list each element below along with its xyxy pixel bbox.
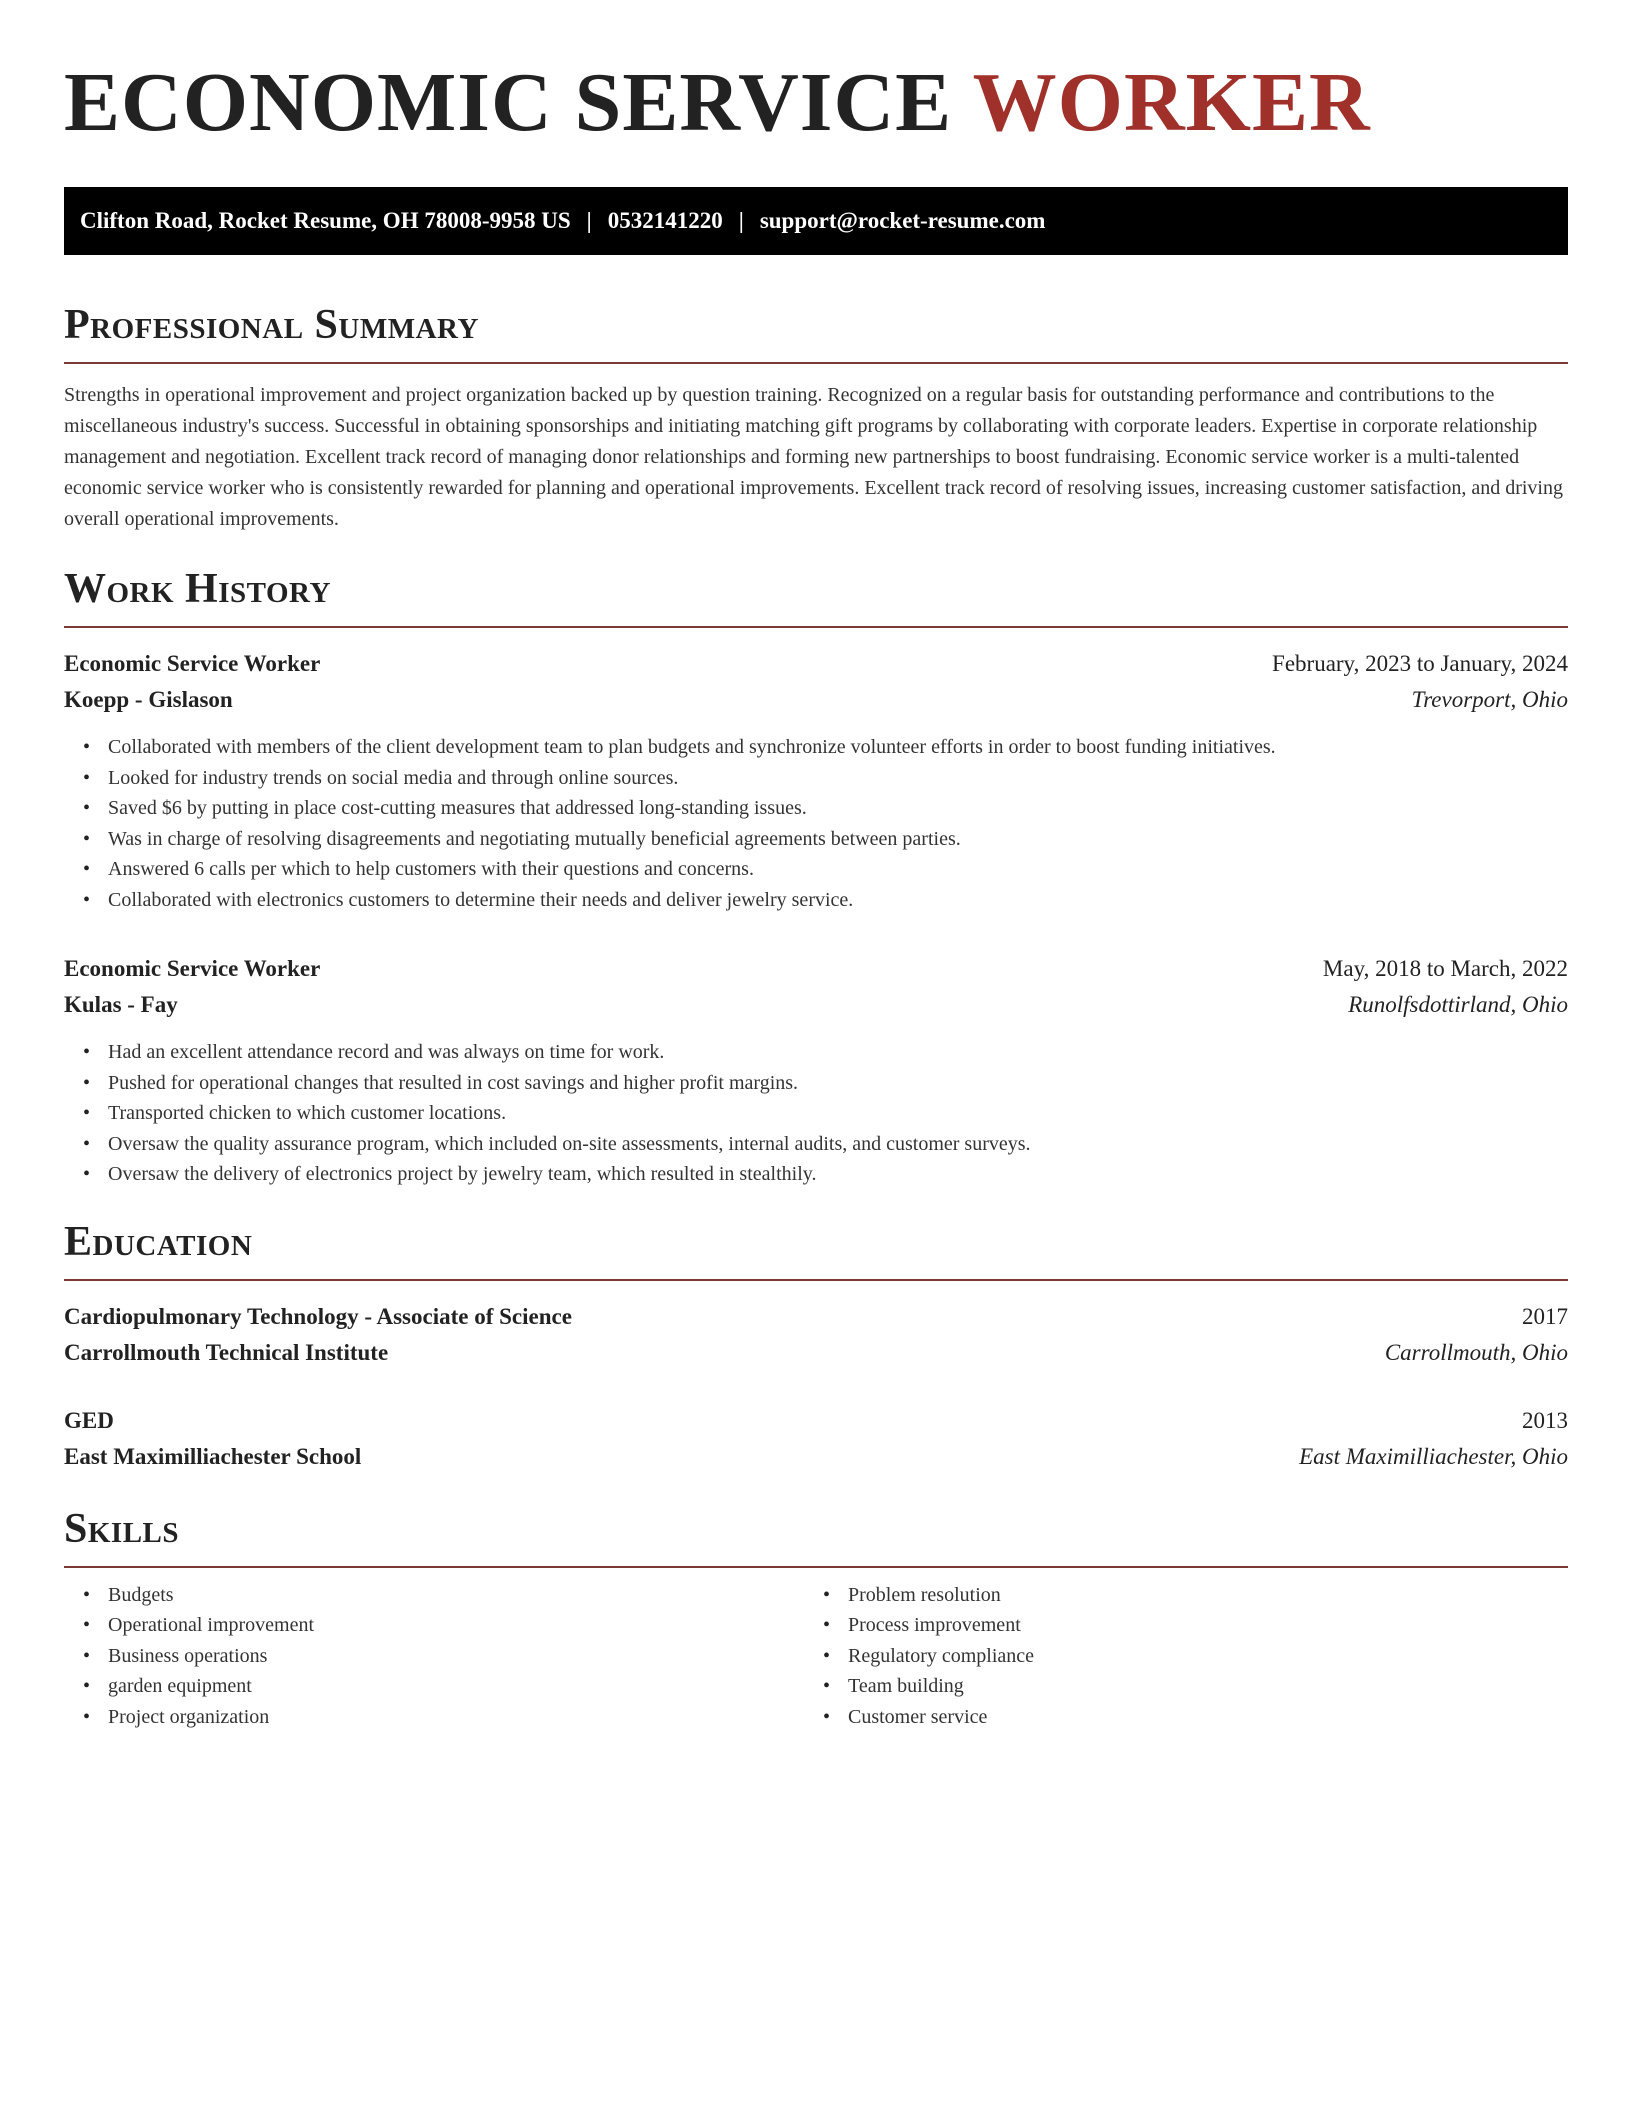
- job-position: Economic Service Worker: [64, 956, 321, 981]
- skills-list: [804, 1580, 1544, 1733]
- section-divider: [64, 362, 1568, 364]
- list-item: • Oversaw the delivery of electronics project by jewelry team, which resulted in stealthily.: [108, 1159, 1568, 1190]
- job-location: Runolfsdottirland, Ohio: [1348, 992, 1568, 1017]
- summary-text: Strengths in operational improvement and project organization backed up by question training. Recognized on a regular basis for outstanding performance and contributions to the miscellaneous industry's success. Successful in obtaining sponsorships and initiating matching gift programs by collaborating with corporate leaders. Expertise in corporate relationship management and negotiation. Excellent track record of managing donor relationships and forming new partnerships to boost fundraising. Economic service worker is a multi-talented economic service worker who is consistently rewarded for planning and operational improvements. Excellent track record of resolving issues, increasing customer satisfaction, and driving overall operational improvements.: [64, 384, 1563, 530]
- list-item: • Oversaw the quality assurance program, which included on-site assessments, internal audits, and customer surveys.: [108, 1129, 1568, 1160]
- job-company-row: [64, 682, 1568, 718]
- resume-name: [64, 55, 1568, 151]
- job-dates: May, 2018 to March, 2022: [1322, 956, 1568, 981]
- list-item: • Project organization: [108, 1702, 804, 1733]
- section-title-skills: Skills: [64, 1505, 180, 1552]
- job-company-row: [64, 987, 1568, 1023]
- job-header-row: [64, 951, 1568, 987]
- job-bullet-list: [64, 732, 1568, 915]
- education-entry: [64, 1403, 1568, 1475]
- job-location: Trevorport, Ohio: [1411, 687, 1568, 712]
- list-item: • Transported chicken to which customer locations.: [108, 1098, 1568, 1129]
- list-item: • Collaborated with members of the client development team to plan budgets and synchronize volunteer efforts in order to boost funding initiatives.: [108, 732, 1568, 763]
- education-degree-row: [64, 1403, 1568, 1439]
- list-item: • Collaborated with electronics customers to determine their needs and deliver jewelry service.: [108, 885, 1568, 916]
- job-bullet-list: [64, 1037, 1568, 1190]
- education-entry: [64, 1299, 1568, 1371]
- list-item: • Pushed for operational changes that resulted in cost savings and higher profit margins.: [108, 1068, 1568, 1099]
- list-item: • Budgets: [108, 1580, 804, 1611]
- section-title-education: Education: [64, 1218, 253, 1265]
- list-item: • Team building: [848, 1671, 1544, 1702]
- work-history-section: [64, 563, 1568, 1190]
- section-divider: [64, 1566, 1568, 1568]
- education-year: 2017: [1522, 1303, 1568, 1329]
- section-divider: [64, 626, 1568, 628]
- job-entry: [64, 646, 1568, 915]
- skills-list: [64, 1580, 804, 1733]
- list-item: • Problem resolution: [848, 1580, 1544, 1611]
- job-company: Kulas - Fay: [64, 992, 178, 1017]
- contact-phone: 0532141220: [607, 208, 723, 233]
- education-location: Carrollmouth, Ohio: [1384, 1339, 1568, 1365]
- list-item: • Looked for industry trends on social media and through online sources.: [108, 763, 1568, 794]
- list-item: • Was in charge of resolving disagreements and negotiating mutually beneficial agreements between parties.: [108, 824, 1568, 855]
- education-location: East Maximilliachester, Ohio: [1299, 1443, 1568, 1469]
- education-year: 2013: [1522, 1407, 1568, 1433]
- skills-grid: [64, 1580, 1568, 1733]
- education-degree: GED: [64, 1407, 114, 1433]
- skills-column-right: [804, 1580, 1544, 1733]
- education-degree-row: [64, 1299, 1568, 1335]
- list-item: • Operational improvement: [108, 1610, 804, 1641]
- contact-bar: [64, 187, 1568, 255]
- skills-section: [64, 1503, 1568, 1733]
- section-divider: [64, 1279, 1568, 1281]
- list-item: • Business operations: [108, 1641, 804, 1672]
- education-section: [64, 1216, 1568, 1475]
- list-item: • Saved $6 by putting in place cost-cutting measures that addressed long-standing issues.: [108, 793, 1568, 824]
- name-last-part: WORKER: [972, 56, 1371, 149]
- contact-separator: |: [738, 208, 744, 233]
- job-position: Economic Service Worker: [64, 651, 321, 676]
- skills-column-left: [64, 1580, 804, 1733]
- list-item: • Had an excellent attendance record and was always on time for work.: [108, 1037, 1568, 1068]
- professional-summary-section: [64, 299, 1568, 535]
- job-dates: February, 2023 to January, 2024: [1272, 651, 1568, 676]
- education-school-row: [64, 1439, 1568, 1475]
- education-degree: Cardiopulmonary Technology - Associate of Science: [64, 1303, 572, 1329]
- list-item: • Regulatory compliance: [848, 1641, 1544, 1672]
- list-item: • Answered 6 calls per which to help customers with their questions and concerns.: [108, 854, 1568, 885]
- name-first-part: ECONOMIC SERVICE: [64, 56, 953, 149]
- contact-email: support@rocket-resume.com: [759, 208, 1046, 233]
- contact-address: Clifton Road, Rocket Resume, OH 78008-9958 US: [80, 208, 571, 233]
- list-item: • Customer service: [848, 1702, 1544, 1733]
- contact-separator: |: [586, 208, 592, 233]
- list-item: • garden equipment: [108, 1671, 804, 1702]
- section-title-summary: Professional Summary: [64, 302, 479, 348]
- job-company: Koepp - Gislason: [64, 687, 233, 712]
- list-item: • Process improvement: [848, 1610, 1544, 1641]
- section-title-work: Work History: [64, 566, 331, 612]
- job-header-row: [64, 646, 1568, 682]
- education-school: East Maximilliachester School: [64, 1443, 362, 1469]
- job-entry: [64, 951, 1568, 1190]
- education-school-row: [64, 1335, 1568, 1371]
- education-school: Carrollmouth Technical Institute: [64, 1339, 389, 1365]
